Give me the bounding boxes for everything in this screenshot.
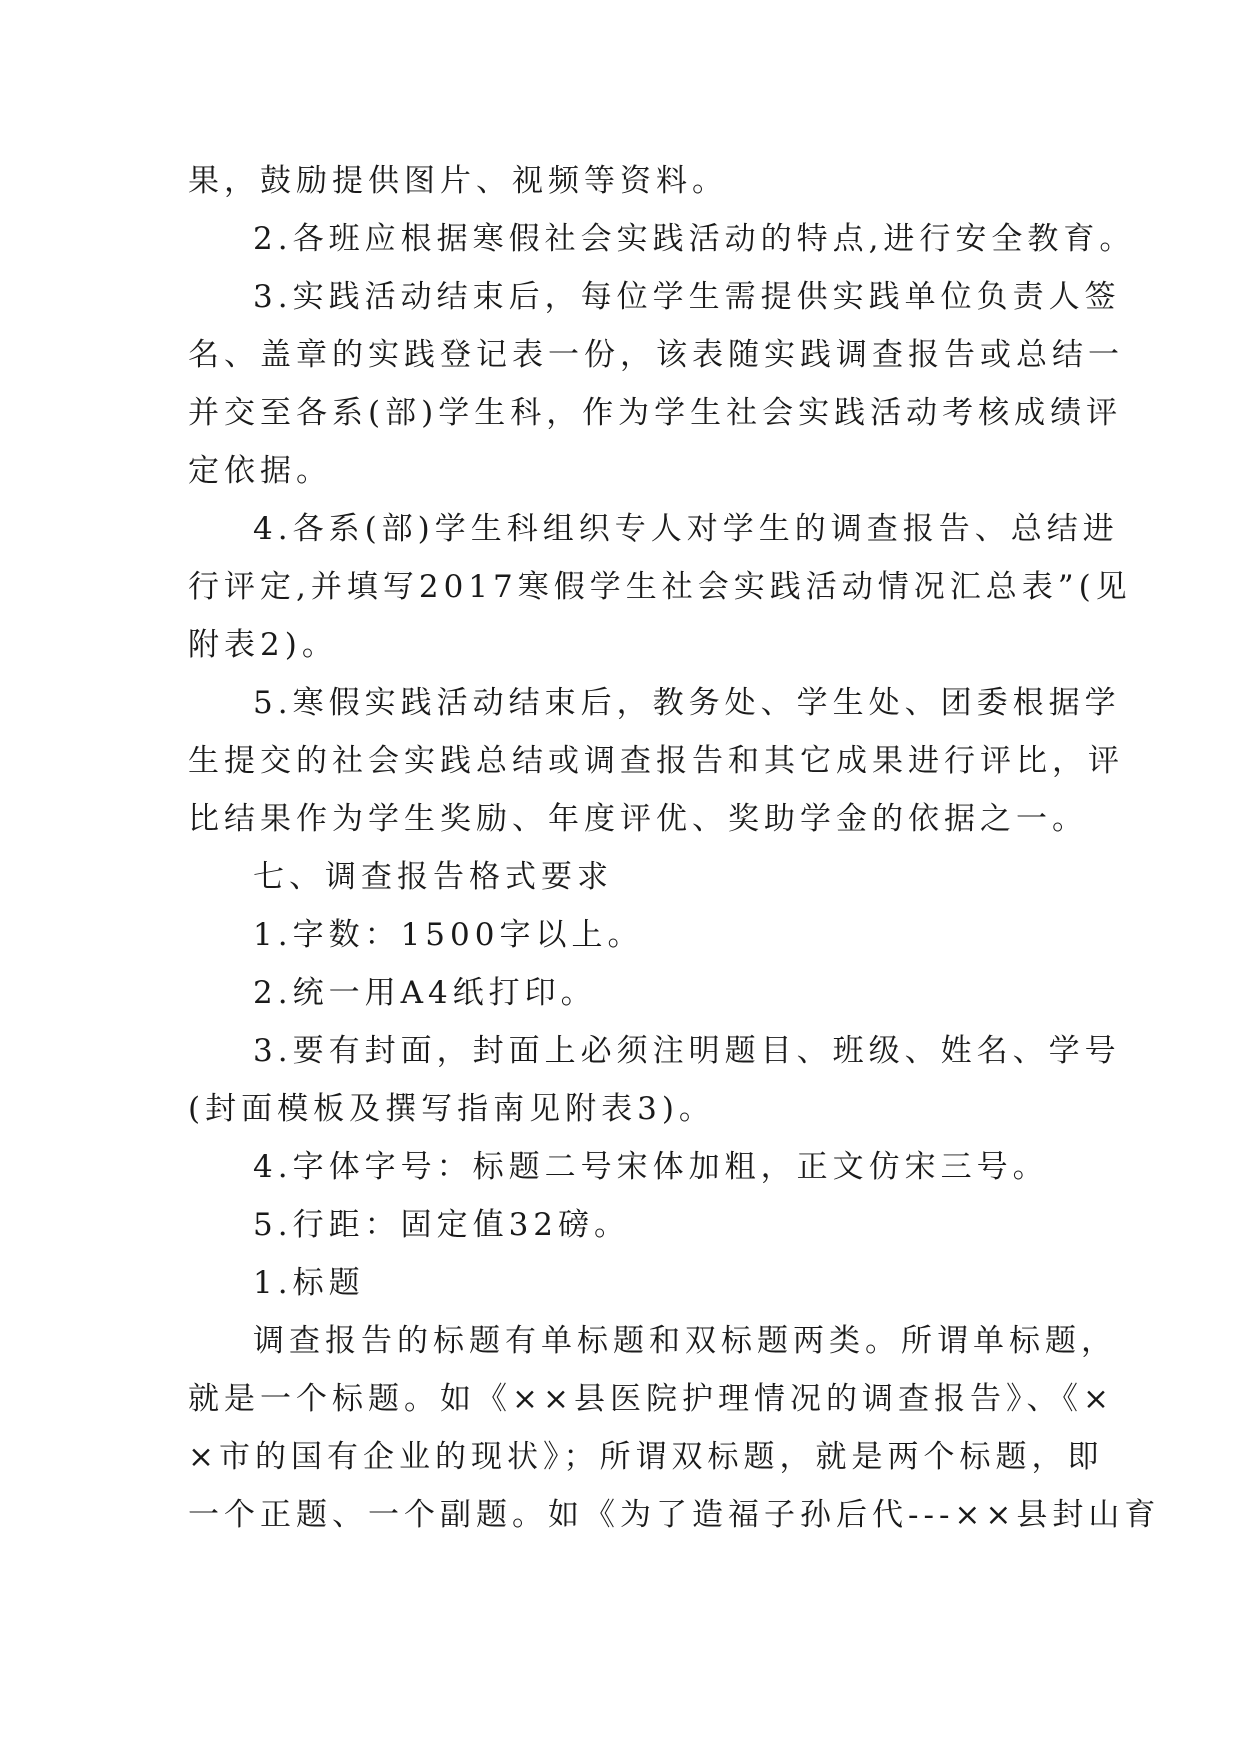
- text-line: 附表2)。: [188, 627, 338, 663]
- text-line: 名、盖章的实践登记表一份，该表随实践调查报告或总结一: [188, 337, 1124, 373]
- text-line: 1.字数：1500字以上。: [253, 917, 644, 953]
- text-line: 2.各班应根据寒假社会实践活动的特点,进行安全教育。: [253, 221, 1136, 257]
- text-line: 4.字体字号：标题二号宋体加粗，正文仿宋三号。: [253, 1149, 1049, 1185]
- text-line: 2.统一用A4纸打印。: [253, 975, 597, 1011]
- text-line: (封面模板及撰写指南见附表3)。: [188, 1091, 715, 1127]
- text-line: 就是一个标题。如《××县医院护理情况的调查报告》、《×: [188, 1381, 1114, 1417]
- text-line: 一个正题、一个副题。如《为了造福子孙后代---××县封山育: [188, 1497, 1161, 1533]
- text-line: 5.寒假实践活动结束后，教务处、学生处、团委根据学: [253, 685, 1121, 721]
- text-line: 果，鼓励提供图片、视频等资料。: [188, 163, 728, 199]
- text-line: 调查报告的标题有单标题和双标题两类。所谓单标题，: [253, 1323, 1117, 1359]
- text-line: 生提交的社会实践总结或调查报告和其它成果进行评比，评: [188, 743, 1124, 779]
- text-line: 3.实践活动结束后，每位学生需提供实践单位负责人签: [253, 279, 1121, 315]
- text-line: 5.行距：固定值32磅。: [253, 1207, 631, 1243]
- section-heading: 七、调查报告格式要求: [253, 859, 613, 895]
- text-line: ×市的国有企业的现状》；所谓双标题，就是两个标题，即: [188, 1439, 1104, 1475]
- subsection-heading: 1.标题: [253, 1265, 365, 1301]
- text-line: 定依据。: [188, 453, 332, 489]
- text-line: 行评定,并填写2017寒假学生社会实践活动情况汇总表”(见: [188, 569, 1132, 605]
- text-line: 4.各系(部)学生科组织专人对学生的调查报告、总结进: [253, 511, 1119, 547]
- text-line: 3.要有封面，封面上必须注明题目、班级、姓名、学号: [253, 1033, 1121, 1069]
- document-body: [188, 152, 1161, 1544]
- text-line: 并交至各系(部)学生科，作为学生社会实践活动考核成绩评: [188, 395, 1123, 431]
- text-line: 比结果作为学生奖励、年度评优、奖助学金的依据之一。: [188, 801, 1088, 837]
